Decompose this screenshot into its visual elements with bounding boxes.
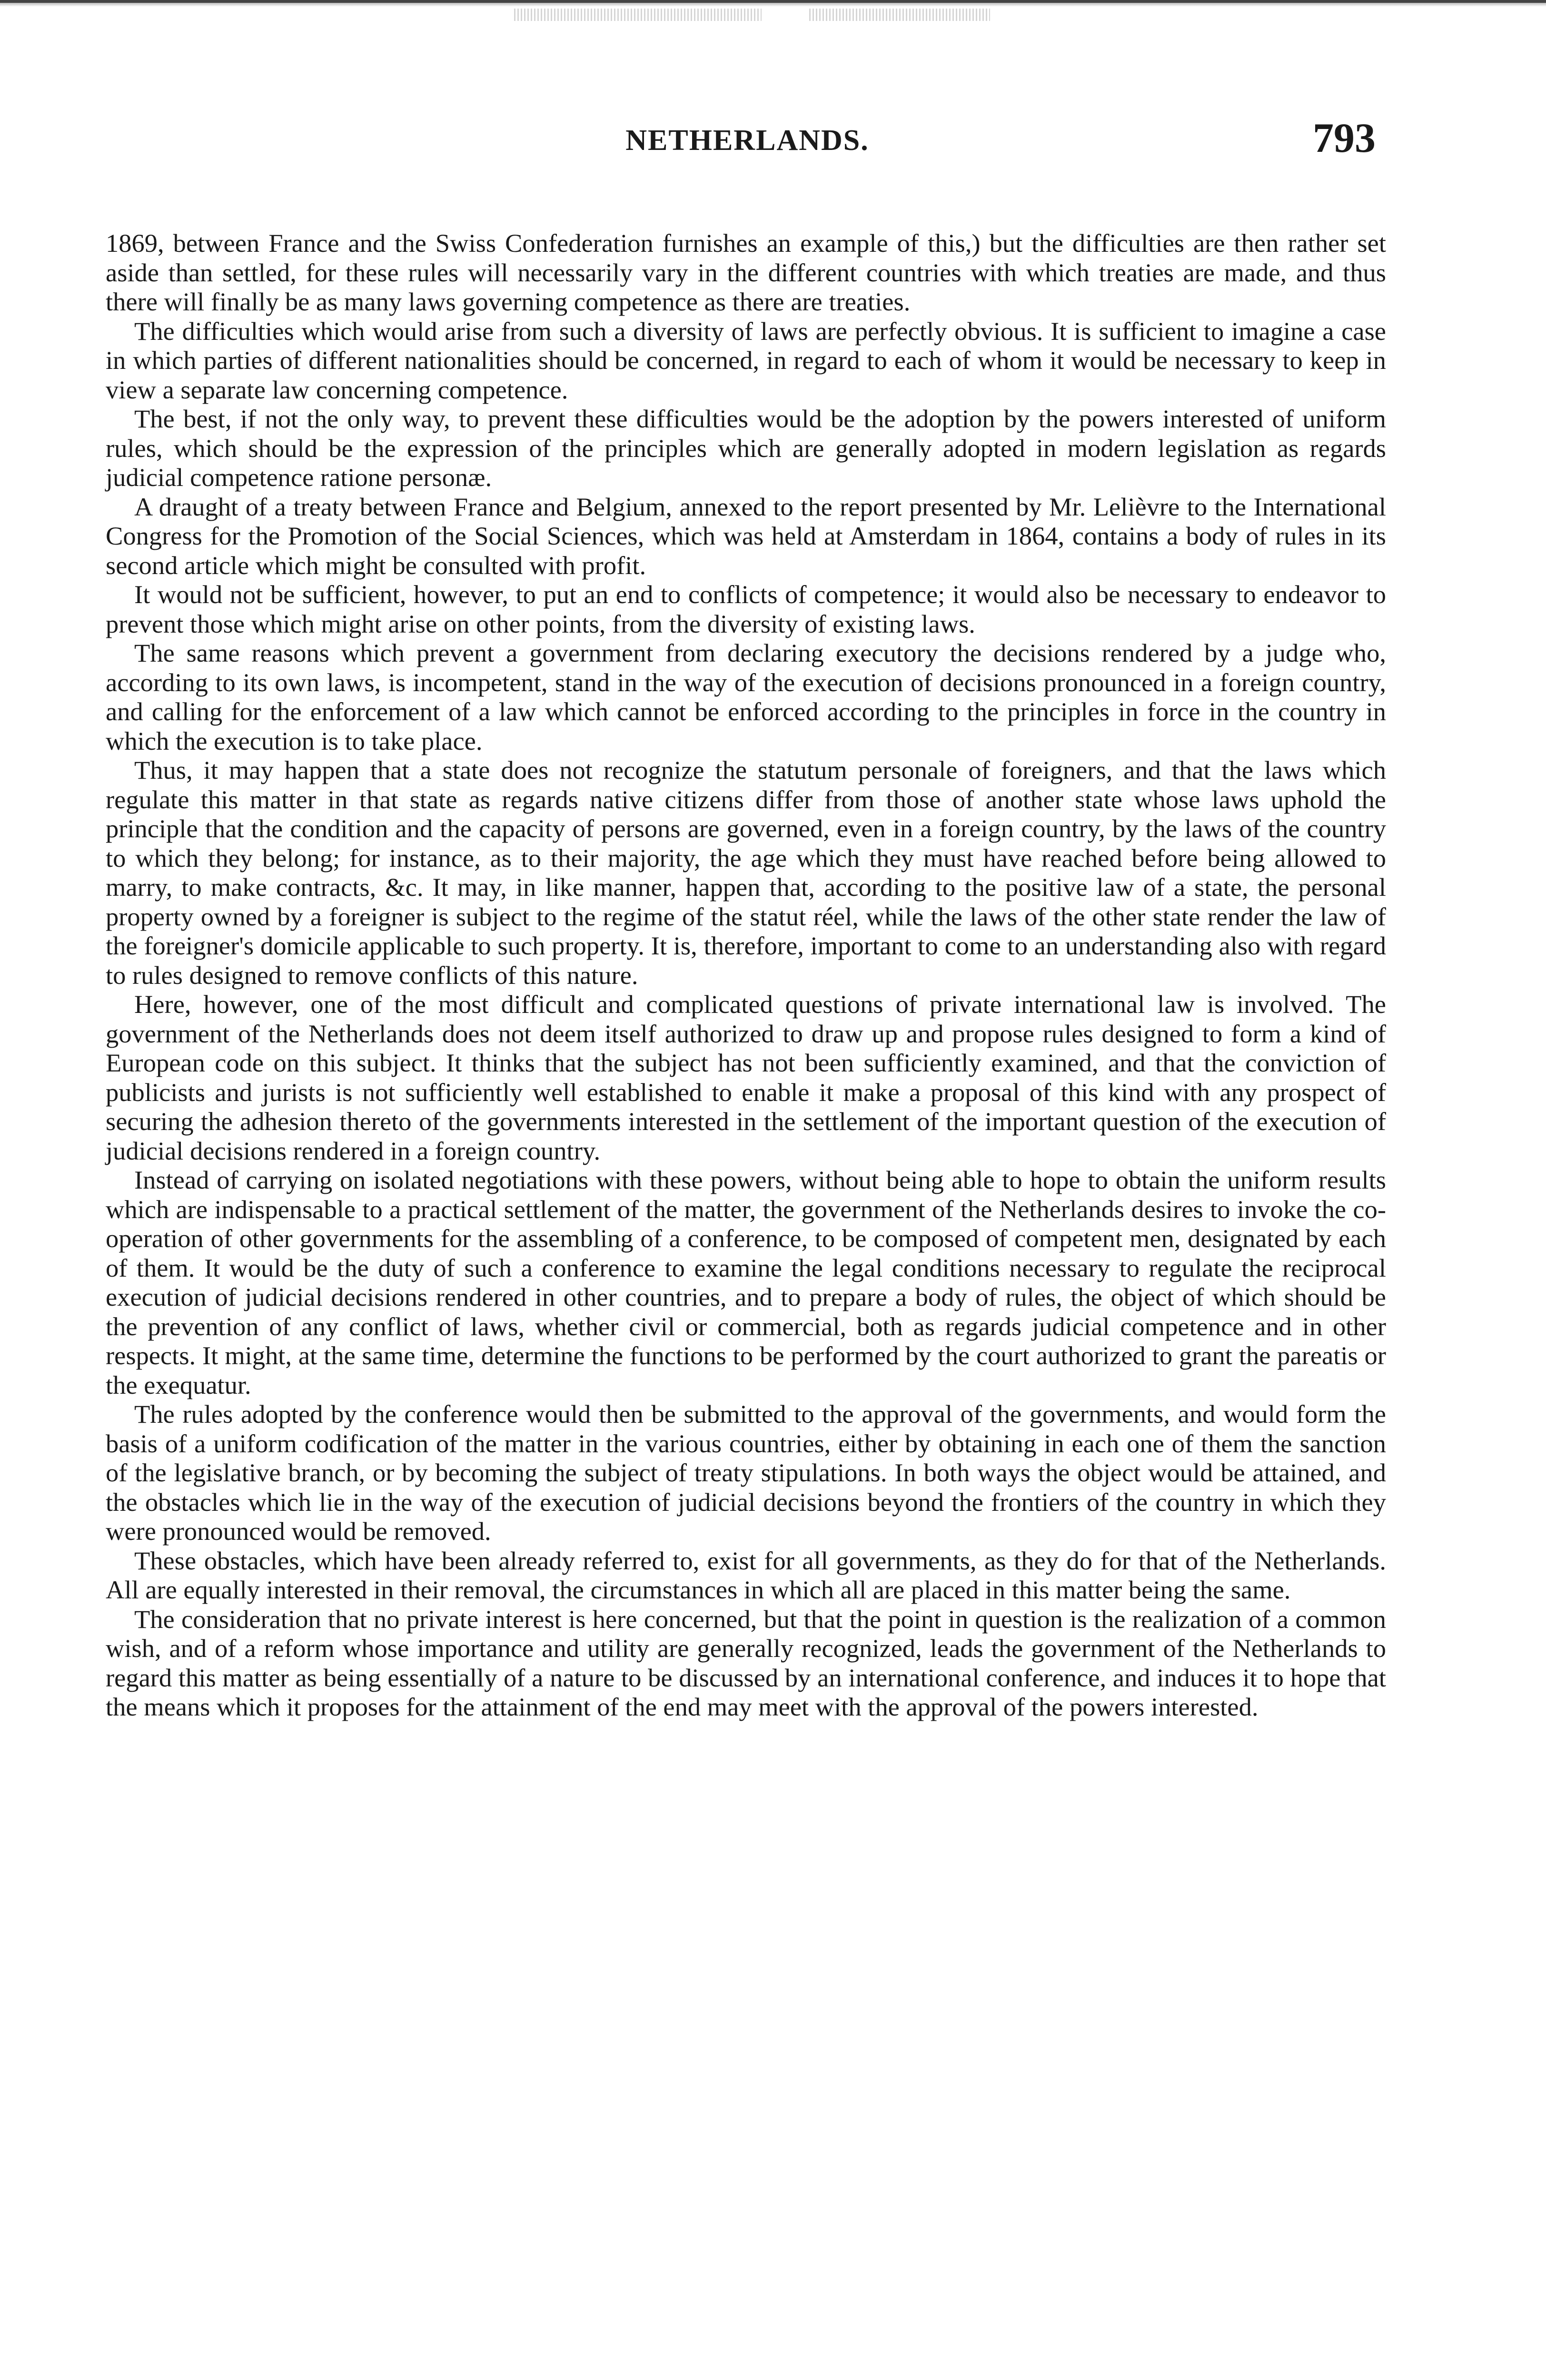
scan-smudge [809, 9, 990, 21]
page-header [119, 114, 1376, 167]
scan-smudge [514, 9, 762, 21]
paragraph: The consideration that no private interest is here concerned, but that the point in question is the realization of a common wish, and of a reform whose importance and utility are generally recognized, leads the government of the Netherlands to regard this matter as being essentially of a nature to be discussed by an international conference, and induces it to hope that the means which it proposes for the attainment of the end may meet with the approval of the powers interested. [106, 1604, 1386, 1721]
paragraph: The best, if not the only way, to prevent these difficulties would be the adoption by the powers interested of uniform rules, which should be the expression of the principles which are generally adopted in modern legislation as regards judicial competence ratione personæ. [106, 404, 1386, 492]
body-text [106, 228, 1386, 1722]
running-head: NETHERLANDS. [625, 124, 869, 157]
paragraph: Here, however, one of the most difficult and complicated questions of private international law is involved. The government of the Netherlands does not deem itself authorized to draw up and propose rules designed to form a kind of European code on this subject. It thinks that the subject has not been sufficiently examined, and that the conviction of publicists and jurists is not sufficiently well established to enable it make a proposal of this kind with any prospect of securing the adhesion thereto of the governments interested in the settlement of the important question of the execution of judicial decisions rendered in a foreign country. [106, 990, 1386, 1165]
paragraph: Thus, it may happen that a state does not recognize the statutum personale of foreigners, and that the laws which regulate this matter in that state as regards native citizens differ from those of another state whose laws uphold the principle that the condition and the capacity of persons are governed, even in a foreign country, by the laws of the country to which they belong; for instance, as to their majority, the age which they must have reached before being allowed to marry, to make contracts, &c. It may, in like manner, happen that, according to the positive law of a state, the personal property owned by a foreigner is subject to the regime of the statut réel, while the laws of the other state render the law of the foreigner's domicile applicable to such property. It is, therefore, important to come to an understanding also with regard to rules designed to remove conflicts of this nature. [106, 755, 1386, 990]
paragraph: The difficulties which would arise from such a diversity of laws are perfectly obvious. It is sufficient to imagine a case in which parties of different nationalities should be concerned, in regard to each of whom it would be necessary to keep in view a separate law concerning competence. [106, 316, 1386, 404]
paragraph: Instead of carrying on isolated negotiations with these powers, without being able to hope to obtain the uniform results which are indispensable to a practical settlement of the matter, the government of the Netherlands desires to invoke the co-operation of other governments for the assembling of a conference, to be composed of competent men, designated by each of them. It would be the duty of such a conference to examine the legal conditions necessary to regulate the reciprocal execution of judicial decisions rendered in other countries, and to prepare a body of rules, the object of which should be the prevention of any conflict of laws, whether civil or commercial, both as regards judicial competence and in other respects. It might, at the same time, determine the functions to be performed by the court authorized to grant the pareatis or the exequatur. [106, 1165, 1386, 1399]
paragraph: It would not be sufficient, however, to put an end to conflicts of competence; it would also be necessary to endeavor to prevent those which might arise on other points, from the diversity of existing laws. [106, 580, 1386, 638]
paragraph: A draught of a treaty between France and Belgium, annexed to the report presented by Mr. Lelièvre to the International Congress for the Promotion of the Social Sciences, which was held at Amsterdam in 1864, contains a body of rules in its second article which might be consulted with profit. [106, 492, 1386, 580]
paragraph: The rules adopted by the conference would then be submitted to the approval of the governments, and would form the basis of a uniform codification of the matter in the various countries, either by obtaining in each one of them the sanction of the legislative branch, or by becoming the subject of treaty stipulations. In both ways the object would be attained, and the obstacles which lie in the way of the execution of judicial decisions beyond the frontiers of the country in which they were pronounced would be removed. [106, 1399, 1386, 1546]
paragraph: These obstacles, which have been already referred to, exist for all governments, as they do for that of the Netherlands. All are equally interested in their removal, the circumstances in which all are placed in this matter being the same. [106, 1546, 1386, 1604]
page-number: 793 [1313, 115, 1376, 161]
paragraph: 1869, between France and the Swiss Confederation furnishes an example of this,) but the difficulties are then rather set aside than settled, for these rules will necessarily vary in the different countries with which treaties are made, and thus there will finally be as many laws governing competence as there are treaties. [106, 228, 1386, 316]
scan-edge [0, 0, 1546, 7]
paragraph: The same reasons which prevent a government from declaring executory the decisions rendered by a judge who, according to its own laws, is incompetent, stand in the way of the execution of decisions pronounced in a foreign country, and calling for the enforcement of a law which cannot be enforced according to the principles in force in the country in which the execution is to take place. [106, 638, 1386, 755]
